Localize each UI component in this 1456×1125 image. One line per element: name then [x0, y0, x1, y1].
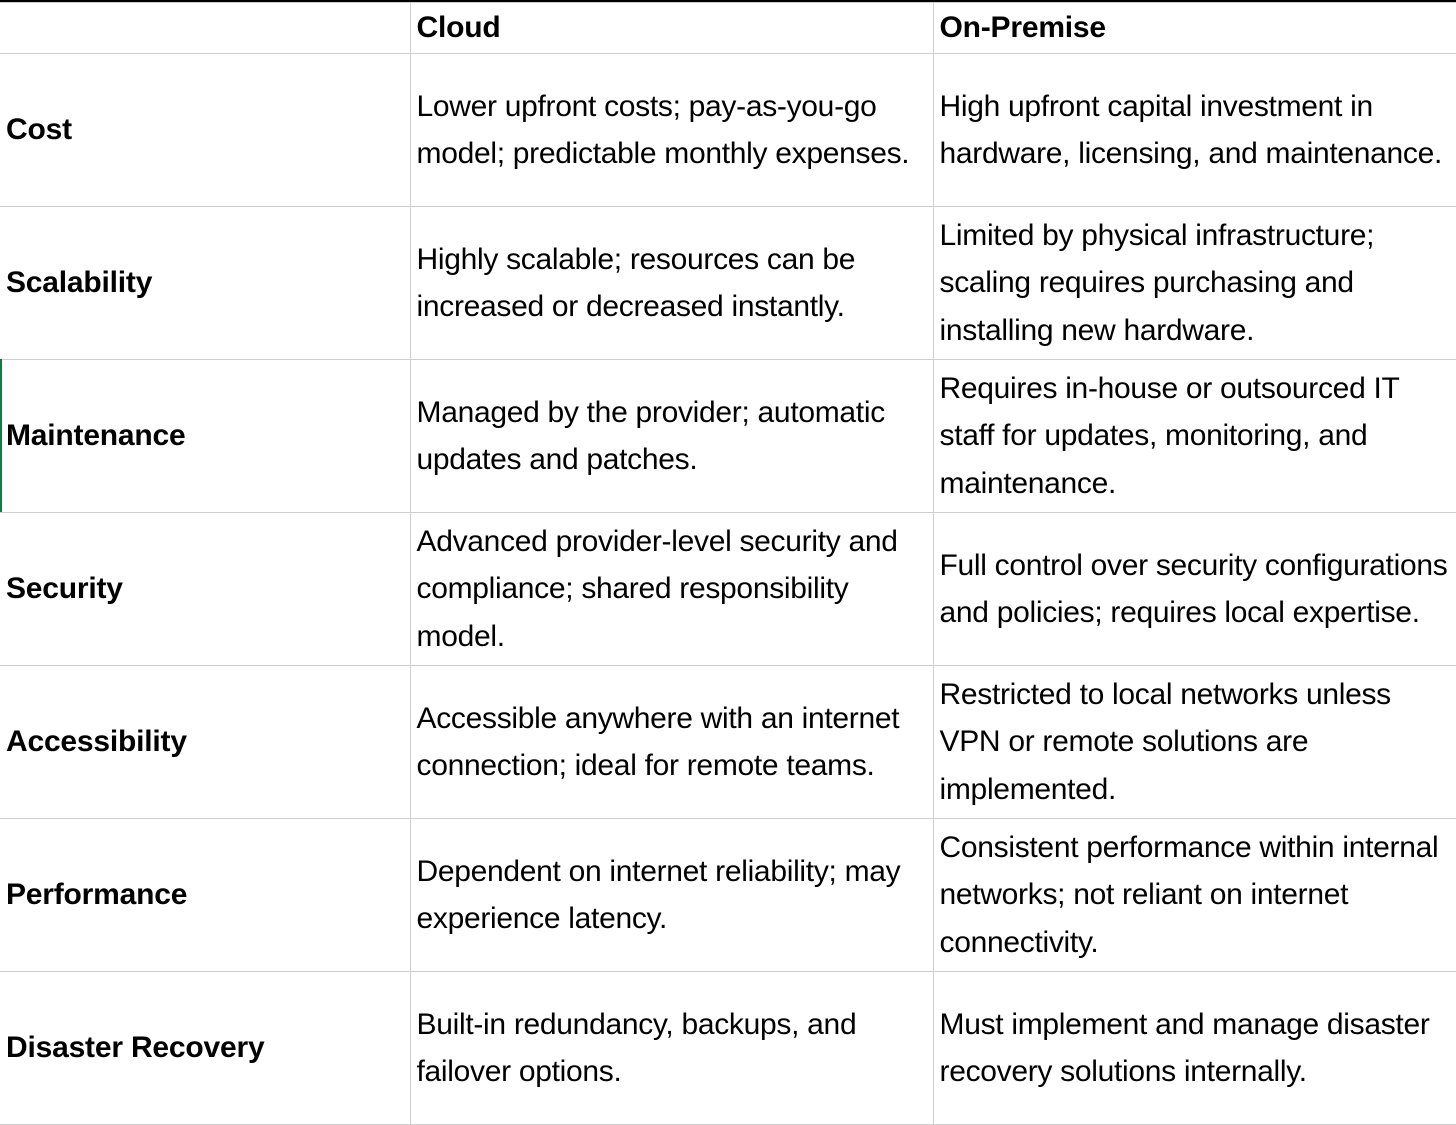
on-premise-cell[interactable]: Limited by physical infrastructure; scaling requires purchasing and installing new hardware.: [933, 207, 1456, 360]
cloud-cell[interactable]: Highly scalable; resources can be increased or decreased instantly.: [410, 207, 933, 360]
cloud-cell[interactable]: Dependent on internet reliability; may experience latency.: [410, 819, 933, 972]
table-row: [0, 54, 1456, 207]
table-row: [0, 207, 1456, 360]
on-premise-cell[interactable]: Must implement and manage disaster recovery solutions internally.: [933, 972, 1456, 1125]
row-label-cell[interactable]: Maintenance: [0, 360, 410, 513]
row-label-cell[interactable]: Disaster Recovery: [0, 972, 410, 1125]
table-row: [0, 819, 1456, 972]
selection-marker: [0, 359, 2, 512]
cloud-cell[interactable]: Managed by the provider; automatic updates and patches.: [410, 360, 933, 513]
on-premise-cell[interactable]: Requires in-house or outsourced IT staff for updates, monitoring, and maintenance.: [933, 360, 1456, 513]
row-label-cell[interactable]: Cost: [0, 54, 410, 207]
row-label-cell[interactable]: Security: [0, 513, 410, 666]
table-row: [0, 972, 1456, 1125]
cloud-cell[interactable]: Built-in redundancy, backups, and failover options.: [410, 972, 933, 1125]
on-premise-cell[interactable]: Full control over security configurations and policies; requires local expertise.: [933, 513, 1456, 666]
row-label-cell[interactable]: Scalability: [0, 207, 410, 360]
on-premise-cell[interactable]: Consistent performance within internal networks; not reliant on internet connectivity.: [933, 819, 1456, 972]
cloud-cell[interactable]: Lower upfront costs; pay-as-you-go model; predictable monthly expenses.: [410, 54, 933, 207]
on-premise-cell[interactable]: Restricted to local networks unless VPN or remote solutions are implemented.: [933, 666, 1456, 819]
on-premise-cell[interactable]: High upfront capital investment in hardware, licensing, and maintenance.: [933, 54, 1456, 207]
header-cell-empty[interactable]: [0, 3, 410, 54]
comparison-table: [0, 2, 1456, 1125]
cloud-cell[interactable]: Accessible anywhere with an internet connection; ideal for remote teams.: [410, 666, 933, 819]
table-row: [0, 513, 1456, 666]
header-cell-cloud[interactable]: Cloud: [410, 3, 933, 54]
header-row: [0, 3, 1456, 54]
row-label-cell[interactable]: Performance: [0, 819, 410, 972]
cloud-cell[interactable]: Advanced provider-level security and compliance; shared responsibility model.: [410, 513, 933, 666]
row-label-cell[interactable]: Accessibility: [0, 666, 410, 819]
table-row: [0, 360, 1456, 513]
table-row: [0, 666, 1456, 819]
header-cell-on-premise[interactable]: On-Premise: [933, 3, 1456, 54]
